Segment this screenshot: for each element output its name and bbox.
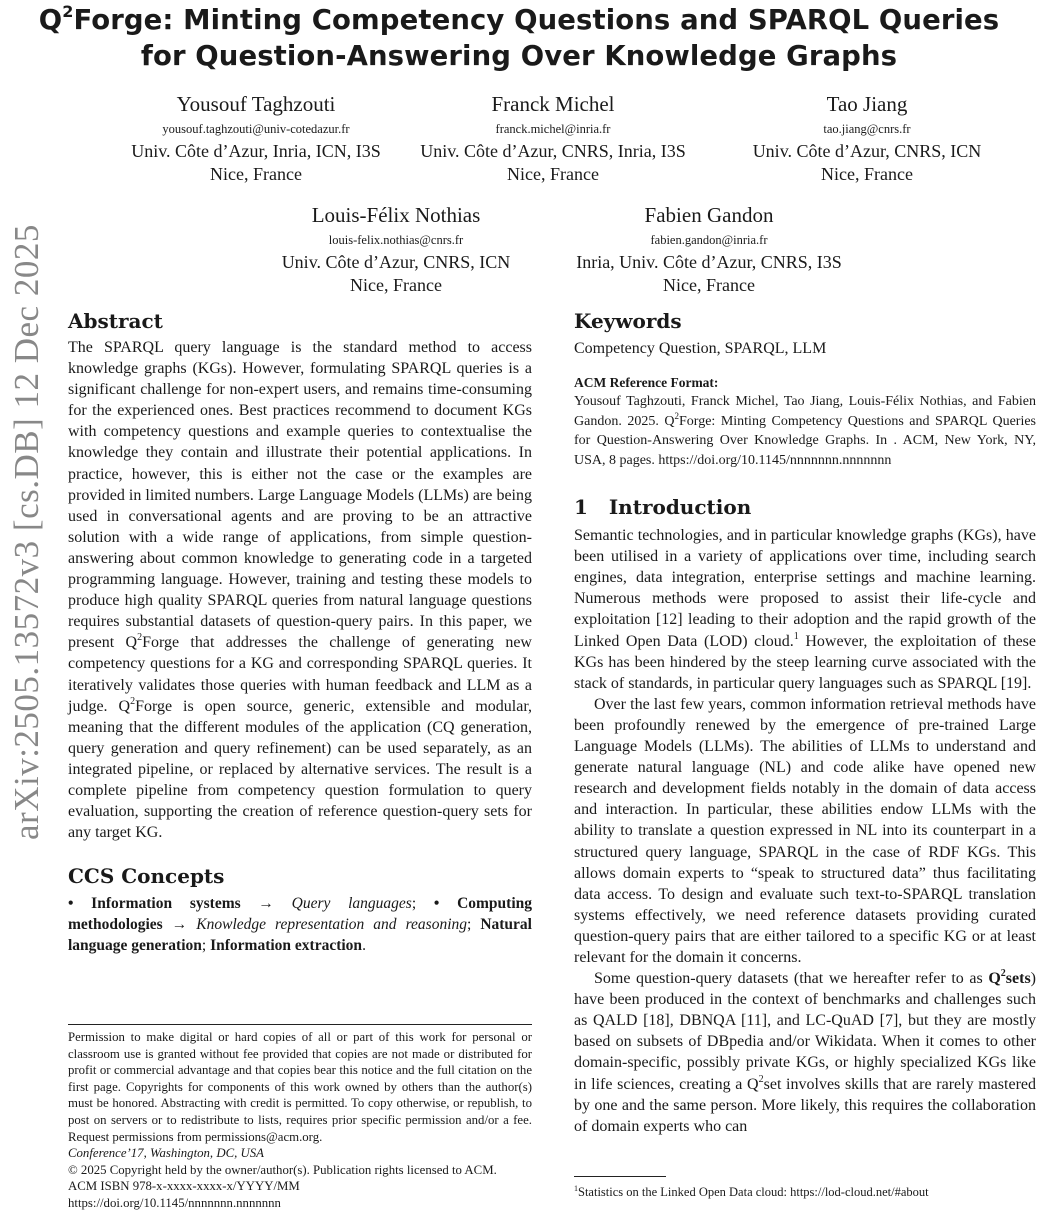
footnote-text: $^1$Statistics on the Linked Open Data cloud: https://lod-cloud.net/#about: [574, 1184, 929, 1200]
right-column: [574, 308, 1036, 1137]
title-line2: for Question-Answering Over Knowledge Graphs: [140, 40, 898, 72]
author-affiliation: Univ. Côte d’Azur, CNRS, ICN: [281, 252, 511, 272]
author-email: tao.jiang@cnrs.fr: [823, 122, 911, 136]
abstract-text: The SPARQL query language is the standard method to access knowledge graphs (KGs). However, formulating SPARQL queries is a significant challenge for non-expert users, and remains time-consuming for the experienced ones. Best practices recommend to document KGs with competency questions and example queries to contextualise the knowledge they contain and illustrate their potential applications. In practice, however, this is either not the case or the examples are provided in limited numbers. Large Language Models (LLMs) are being used in conversational agents and are proving to be an attractive solution with a wide range of applications, from simple question-answering about common knowledge to generating code in a targeted programming language. However, training and testing these models to produce high quality SPARQL queries from natural language questions requires substantial datasets of question-query pairs. In this paper, we present $Q^2Forge$ that addresses the challenge of generating new competency questions for a KG and corresponding SPARQL queries. It iteratively validates those queries with human feedback and LLM as a judge. $Q^2Forge$ is open source, generic, extensible and modular, meaning that the different modules of the application (CQ generation, query generation and query refinement) can be used separately, as an integrated pipeline, or replaced by alternative services. The result is a complete pipeline from competency question formulation to query evaluation, supporting the creation of reference question-query sets for any target KG.: [68, 339, 533, 842]
author-email: franck.michel@inria.fr: [495, 122, 611, 136]
author-block: [707, 90, 1027, 186]
author-affiliation: Univ. Côte d’Azur, Inria, ICN, I3S: [131, 141, 381, 161]
intro-paragraph: Semantic technologies, and in particular knowledge graphs (KGs), have been utilised in a variety of applications over time, including search engines, data integration, enterprise settings and machine learning. Numerous methods were proposed to assist their life-cycle and exploitation [12] leading to their adoption and the rapid growth of the Linked Open Data (LOD) cloud.$^1$ However, the exploitation of these KGs has been hindered by the steep learning curve associated with the stack of standards, in particular query languages such as SPARQL [19].: [574, 527, 1036, 692]
doi-line[interactable]: https://doi.org/10.1145/nnnnnnn.nnnnnnn: [68, 1195, 281, 1210]
title-line1: Forge: Minting Competency Questions and SPARQL Queries: [73, 4, 1000, 36]
arxiv-stamp: arXiv:2505.13572v3 [cs.DB] 12 Dec 2025: [7, 224, 46, 840]
author-email: yousouf.taghzouti@univ-cotedazur.fr: [162, 122, 350, 136]
isbn-line: ACM ISBN 978-x-xxxx-xxxx-x/YYYY/MM: [68, 1179, 300, 1194]
conference-line: Conference’17, Washington, DC, USA: [68, 1146, 264, 1161]
author-affiliation: Univ. Côte d’Azur, CNRS, Inria, I3S: [420, 141, 686, 161]
title-sup: 2: [62, 2, 74, 21]
author-block: [549, 201, 869, 297]
author-name: Fabien Gandon: [644, 203, 774, 227]
copyright-line: © 2025 Copyright held by the owner/author(s). Publication rights licensed to ACM.: [68, 1162, 497, 1177]
intro-paragraph: Over the last few years, common information retrieval methods have been profoundly renewed by the emergence of pre-trained Large Language Models (LLMs). The abilities of LLMs to understand and generate natural language (NL) and code alike have opened new research and development fields notably in the domain of data access and interaction. In particular, these abilities endow LLMs with the ability to translate a question expressed in NL into its counterpart in a structured query language, SPARQL in the case of RDF KGs. This allows domain experts to “speak to structured data” thus facilitating data access. To design and evaluate such text-to-SPARQL translation systems effectively, we need reference datasets providing curated question-query pairs that are either tailored to a specific KG or at least relevant for the domain it concerns.: [574, 695, 1036, 966]
footnote-rule: [574, 1176, 666, 1177]
permission-block: [68, 1024, 532, 1212]
author-block: [236, 201, 556, 297]
ccs-text: • Information systems → Query languages; • Computing methodologies → Knowledge representation and reasoning; Natural language generation; Information extraction.: [68, 895, 533, 955]
author-block: [393, 90, 713, 186]
author-block: [96, 90, 416, 186]
author-affiliation: Inria, Univ. Côte d’Azur, CNRS, I3S: [576, 252, 842, 272]
author-location: Nice, France: [210, 164, 302, 184]
author-name: Yousouf Taghzouti: [176, 92, 336, 116]
left-column: [68, 308, 532, 956]
title-q: Q: [38, 4, 63, 36]
author-name: Franck Michel: [491, 92, 615, 116]
author-name: Tao Jiang: [826, 92, 908, 116]
author-name: Louis-Félix Nothias: [311, 203, 481, 227]
author-affiliation: Univ. Côte d’Azur, CNRS, ICN: [752, 141, 982, 161]
author-location: Nice, France: [350, 275, 442, 295]
author-email: fabien.gandon@inria.fr: [650, 233, 768, 247]
keywords-text: Competency Question, SPARQL, LLM: [574, 340, 827, 357]
acm-ref-heading: ACM Reference Format:: [574, 375, 719, 391]
author-location: Nice, France: [507, 164, 599, 184]
acm-ref-text: Yousouf Taghzouti, Franck Michel, Tao Jiang, Louis-Félix Nothias, and Fabien Gandon. 2025. $Q^2Forge$: Minting Competency Questions and SPARQL Queries for Question-Answering Over Knowledge Graphs. In . ACM, New York, NY, USA, 8 pages. https://doi.org/10.1145/nnnnnnn.nnnnnnn: [574, 394, 1036, 468]
intro-paragraph: Some question-query datasets (that we hereafter refer to as $Q^2sets$) have been produced in the context of benchmarks and challenges such as QALD [18], DBNQA [11], and LC-QuAD [7], but they are mostly based on subsets of DBpedia and/or Wikidata. When it comes to other domain-specific, possibly private KGs, or highly specialized KGs like in life sciences, creating a $Q^2set$ involves skills that are rarely mastered by one and the same person. More likely, this requires the collaboration of domain experts who can: [574, 968, 1036, 1135]
author-email: louis-felix.nothias@cnrs.fr: [328, 233, 464, 247]
author-location: Nice, France: [663, 275, 755, 295]
paper-title: [0, 2, 1038, 74]
permission-text: Permission to make digital or hard copies of all or part of this work for personal or classroom use is granted without fee provided that copies are not made or distributed for profit or commercial advantage and that copies bear this notice and the full citation on the first page. Copyrights for components of this work owned by others than the author(s) must be honored. Abstracting with credit is permitted. To copy otherwise, or republish, to post on servers or to redistribute to lists, requires prior specific permission and/or a fee. Request permissions from permissions@acm.org.: [68, 1030, 532, 1144]
intro-heading: 1 Introduction: [574, 495, 752, 520]
footnote-block: [574, 1176, 1036, 1200]
keywords-heading: Keywords: [574, 309, 682, 333]
ccs-heading: CCS Concepts: [68, 864, 225, 889]
abstract-heading: Abstract: [68, 309, 163, 333]
permission-rule: [68, 1024, 532, 1025]
author-location: Nice, France: [821, 164, 913, 184]
